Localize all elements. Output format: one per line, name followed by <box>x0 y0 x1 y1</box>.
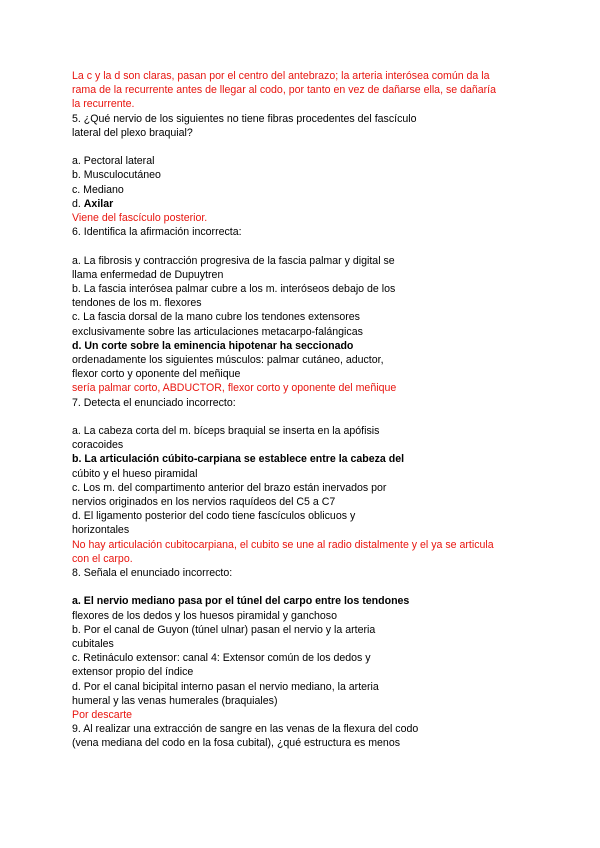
text-line: llama enfermedad de Dupuytren <box>72 268 224 281</box>
text-line: a. El nervio mediano pasa por el túnel del carpo entre los tendones <box>72 595 410 608</box>
text-line: 6. Identifica la afirmación incorrecta: <box>72 226 242 239</box>
text-line: b. Por el canal de Guyon (túnel ulnar) pasan el nervio y la arteria <box>72 623 376 636</box>
text-line: b. Musculocutáneo <box>72 169 161 182</box>
text-line: Viene del fascículo posterior. <box>72 212 208 225</box>
text-line: a. Pectoral lateral <box>72 155 155 168</box>
blank-line <box>72 580 550 594</box>
text-line: c. Mediano <box>72 183 124 196</box>
text-line: lateral del plexo braquial? <box>72 126 193 139</box>
blank-line <box>72 140 550 154</box>
text-line: c. La fascia dorsal de la mano cubre los tendones extensores <box>72 311 360 324</box>
text-line: con el carpo. <box>72 552 133 565</box>
text-line: flexores de los dedos y los huesos piramidal y ganchoso <box>72 609 337 622</box>
text-line: rama de la recurrente antes de llegar al codo, por tanto en vez de dañarse ella, se dañaría <box>72 84 497 97</box>
text-line: b. La fascia interósea palmar cubre a los m. interóseos debajo de los <box>72 283 396 296</box>
text-line: 7. Detecta el enunciado incorrecto: <box>72 396 236 409</box>
text-line: ordenadamente los siguientes músculos: palmar cutáneo, aductor, <box>72 354 384 367</box>
text-line: nervios originados en los nervios raquídeos del C5 a C7 <box>72 496 336 509</box>
text-line: 9. Al realizar una extracción de sangre en las venas de la flexura del codo <box>72 723 419 736</box>
blank-line <box>72 410 550 424</box>
text-line <box>72 197 550 211</box>
text-line: flexor corto y oponente del meñique <box>72 368 241 381</box>
text-line: d. El ligamento posterior del codo tiene fascículos oblicuos y <box>72 510 356 523</box>
text-line: d. Por el canal bicipital interno pasan el nervio mediano, la arteria <box>72 680 379 693</box>
text-line: humeral y las venas humerales (braquiales) <box>72 694 278 707</box>
bold-answer: Axilar <box>83 197 114 210</box>
text-line: sería palmar corto, ABDUCTOR, flexor corto y oponente del meñique <box>72 382 397 395</box>
text-line: la recurrente. <box>72 98 135 111</box>
text-line: horizontales <box>72 524 130 537</box>
text-line: c. Los m. del compartimento anterior del brazo están inervados por <box>72 481 387 494</box>
text-line: No hay articulación cubitocarpiana, el cubito se une al radio distalmente y el ya se articula <box>72 538 494 551</box>
blank-line <box>72 239 550 253</box>
text-line: tendones de los m. flexores <box>72 297 202 310</box>
text-line: 5. ¿Qué nervio de los siguientes no tiene fibras procedentes del fascículo <box>72 112 417 125</box>
text-line: d. Un corte sobre la eminencia hipotenar ha seccionado <box>72 339 354 352</box>
text-line: 8. Señala el enunciado incorrecto: <box>72 567 233 580</box>
text-line: a. La cabeza corta del m. bíceps braquial se inserta en la apófisis <box>72 425 380 438</box>
text-line: c. Retináculo extensor: canal 4: Extensor común de los dedos y <box>72 652 371 665</box>
text-line: cubitales <box>72 638 114 651</box>
text-line: cúbito y el hueso piramidal <box>72 467 198 480</box>
text-line: exclusivamente sobre las articulaciones metacarpo-falángicas <box>72 325 363 338</box>
text-line: La c y la d son claras, pasan por el centro del antebrazo; la arteria interósea común da la <box>72 70 490 82</box>
line-prefix: d. <box>72 197 84 210</box>
text-line: Por descarte <box>72 709 133 722</box>
text-line: extensor propio del índice <box>72 666 194 679</box>
text-line: coracoides <box>72 439 124 452</box>
text-line: (vena mediana del codo en la fosa cubital), ¿qué estructura es menos <box>72 737 401 750</box>
text-line: b. La articulación cúbito-carpiana se establece entre la cabeza del <box>72 453 405 466</box>
text-line: a. La fibrosis y contracción progresiva de la fascia palmar y digital se <box>72 254 395 267</box>
